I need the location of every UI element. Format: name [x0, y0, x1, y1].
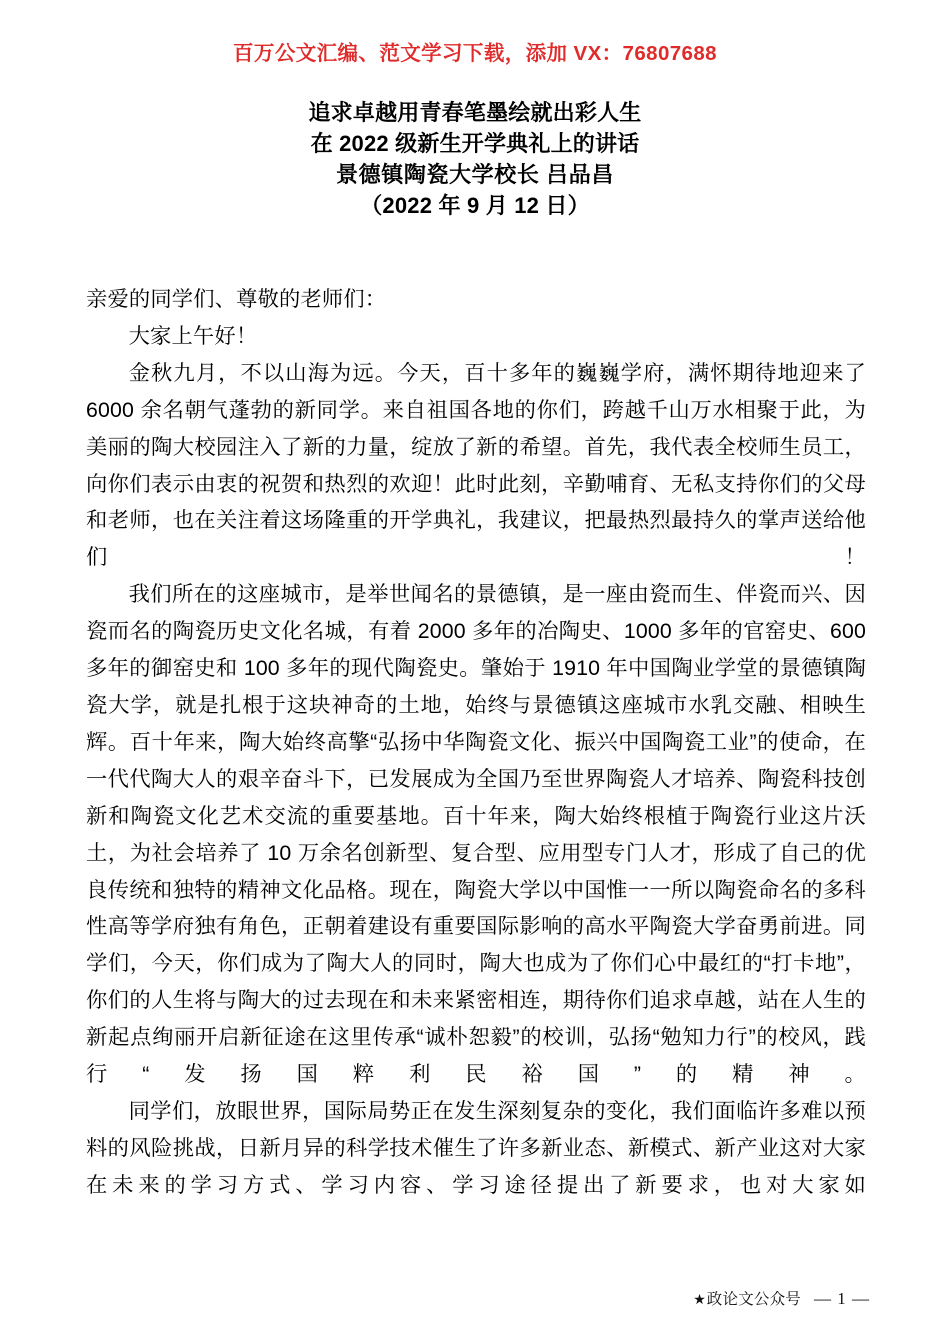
paragraph-greeting: 大家上午好！	[128, 323, 258, 348]
star-icon: ★	[693, 1291, 706, 1307]
paragraph-salutation: 亲爱的同学们、尊敬的老师们：	[86, 287, 387, 311]
paragraph-world-situation: 同学们，放眼世界，国际局势正在发生深刻复杂的变化，我们面临许多难以预料的风险挑战，日新月异的科学技术催生了许多新业态、新模式、新产业这对大家在未来的学习方式、学习内容、学习途径提出了新要求，也对大家如	[86, 1098, 866, 1197]
paragraph-city-history: 我们所在的这座城市，是举世闻名的景德镇，是一座由瓷而生、伴瓷而兴、因瓷而名的陶瓷历史文化名城，有着 2000 多年的冶陶史、1000 多年的官窑史、600 多年的御窑史和 100 多年的现代陶瓷史。肇始于 1910 年中国陶业学堂的景德镇陶瓷大学，就是扎根于这块神奇的土地，始终与景德镇这座城市水乳交融、相映生辉。百十年来，陶大始终高擎“弘扬中华陶瓷文化、振兴中国陶瓷工业”的使命，在一代代陶大人的艰辛奋斗下，已发展成为全国乃至世界陶瓷人才培养、陶瓷科技创新和陶瓷文化艺术交流的重要基地。百十年来，陶大始终根植于陶瓷行业这片沃土，为社会培养了 10 万余名创新型、复合型、应用型专门人才，形成了自己的优良传统和独特的精神文化品格。现在，陶瓷大学以中国惟一一所以陶瓷命名的多科性高等学府独有角色，正朝着建设有重要国际影响的高水平陶瓷大学奋勇前进。同学们，今天，你们成为了陶大人的同时，陶大也成为了你们心中最红的“打卡地”，你们的人生将与陶大的过去现在和未来紧密相连，期待你们追求卓越，站在人生的新起点绚丽开启新征途在这里传承“诚朴恕毅”的校训，弘扬“勉知力行”的校风，践行“发扬国粹利民裕国”的精神。	[86, 582, 873, 1087]
document-title-main: 追求卓越用青春笔墨绘就出彩人生	[308, 100, 642, 125]
footer-inner	[693, 1288, 870, 1311]
paragraph-welcome: 金秋九月，不以山海为远。今天，百十多年的巍巍学府，满怀期待地迎来了 6000 余名朝气蓬勃的新同学。来自祖国各地的你们，跨越千山万水相聚于此，为美丽的陶大校园注入了新的力量，绽放了新的希望。首先，我代表全校师生员工，向你们表示由衷的祝贺和热烈的欢迎！此时此刻，辛勤哺育、无私支持你们的父母和老师，也在关注着这场隆重的开学典礼，我建议，把最热烈最持久的掌声送给他们！	[86, 360, 873, 570]
page-number: — 1 —	[814, 1289, 870, 1308]
document-body	[86, 281, 873, 1204]
document-title-date: （2022 年 9 月 12 日）	[360, 193, 590, 218]
promo-header-text: 百万公文汇编、范文学习下载，添加 VX：76807688	[233, 42, 717, 65]
document-title-speaker: 景德镇陶瓷大学校长 吕品昌	[336, 162, 614, 187]
document-title-block	[0, 97, 950, 221]
page-footer	[0, 1288, 950, 1320]
footer-brand-label: 政论文公众号	[706, 1291, 801, 1308]
document-title-subtitle: 在 2022 级新生开学典礼上的讲话	[310, 131, 640, 156]
